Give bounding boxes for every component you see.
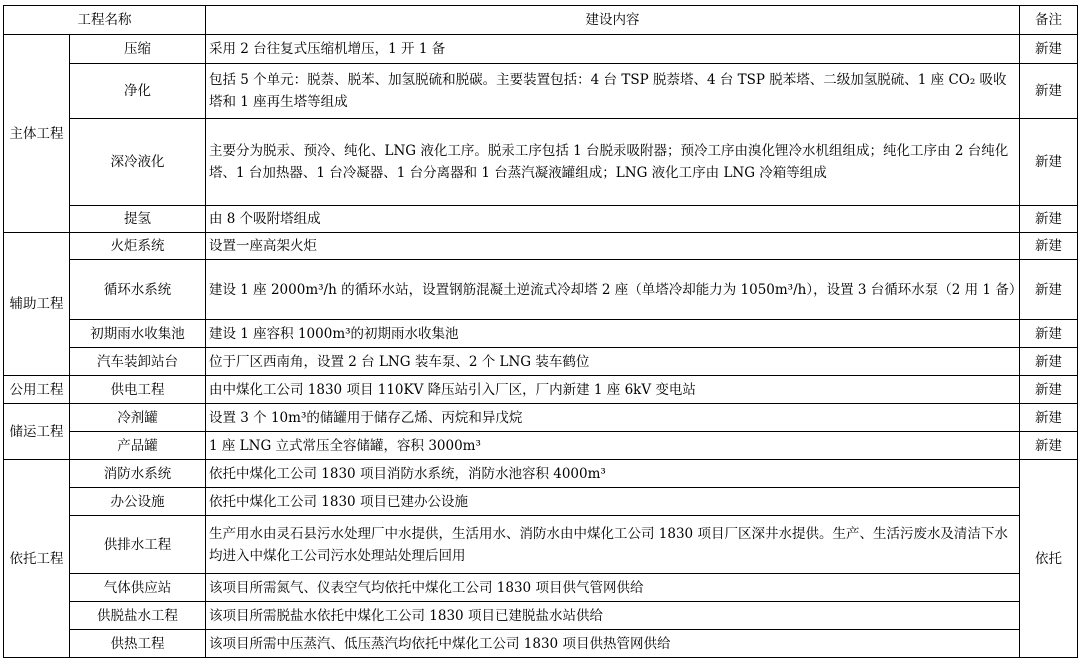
- header-remarks: 备注: [1020, 6, 1078, 35]
- row-note-rely: 依托: [1020, 460, 1078, 658]
- table-row: [4, 260, 1078, 320]
- row-name: 供电工程: [70, 376, 206, 404]
- row-content: 该项目所需脱盐水依托中煤化工公司 1830 项目已建脱盐水站供给: [206, 602, 1020, 630]
- row-content: 位于厂区西南角，设置 2 台 LNG 装车泵、2 个 LNG 装车鹤位: [206, 348, 1020, 376]
- table-row: [4, 488, 1078, 516]
- row-note: 新建: [1020, 64, 1078, 119]
- row-name: 产品罐: [70, 432, 206, 460]
- row-note: 新建: [1020, 348, 1078, 376]
- row-content: 该项目所需中压蒸汽、低压蒸汽均依托中煤化工公司 1830 项目供热管网供给: [206, 630, 1020, 658]
- row-content: 建设 1 座容积 1000m³的初期雨水收集池: [206, 320, 1020, 348]
- group-rely-project: 依托工程: [4, 460, 70, 658]
- row-name: 净化: [70, 64, 206, 119]
- row-content: 主要分为脱汞、预冷、纯化、LNG 液化工序。脱汞工序包括 1 台脱汞吸附器；预冷工序由溴化锂冷水机组组成；纯化工序由 2 台纯化塔、1 台加热器、1 台冷凝器、1 台分离器和 1 台蒸汽凝液罐组成；LNG 液化工序由 LNG 冷箱等组成: [206, 119, 1020, 206]
- row-note: 新建: [1020, 35, 1078, 64]
- row-name: 提氢: [70, 206, 206, 233]
- row-note: 新建: [1020, 260, 1078, 320]
- group-main-project: 主体工程: [4, 35, 70, 233]
- row-content: 建设 1 座 2000m³/h 的循环水站，设置钢筋混凝土逆流式冷却塔 2 座（单塔冷却能力为 1050m³/h），设置 3 台循环水泵（2 用 1 备）: [206, 260, 1020, 320]
- table-row: [4, 233, 1078, 260]
- row-note: 新建: [1020, 404, 1078, 432]
- row-name: 供热工程: [70, 630, 206, 658]
- project-table-container: [3, 5, 1077, 659]
- table-row: [4, 348, 1078, 376]
- project-table: [3, 5, 1078, 658]
- header-construction-content: 建设内容: [206, 6, 1020, 35]
- table-row: [4, 376, 1078, 404]
- table-row: [4, 630, 1078, 658]
- row-name: 供排水工程: [70, 516, 206, 574]
- row-note: 新建: [1020, 206, 1078, 233]
- group-public-project: 公用工程: [4, 376, 70, 404]
- row-name: 冷剂罐: [70, 404, 206, 432]
- table-header-row: [4, 6, 1078, 35]
- row-content: 设置 3 个 10m³的储罐用于储存乙烯、丙烷和异戊烷: [206, 404, 1020, 432]
- row-note: 新建: [1020, 119, 1078, 206]
- row-content: 由中煤化工公司 1830 项目 110KV 降压站引入厂区，厂内新建 1 座 6kV 变电站: [206, 376, 1020, 404]
- row-note: 新建: [1020, 320, 1078, 348]
- row-content: 生产用水由灵石县污水处理厂中水提供，生活用水、消防水由中煤化工公司 1830 项目厂区深井水提供。生产、生活污废水及清洁下水均进入中煤化工公司污水处理站处理后回用: [206, 516, 1020, 574]
- row-name: 供脱盐水工程: [70, 602, 206, 630]
- table-row: [4, 404, 1078, 432]
- row-content: 该项目所需氮气、仪表空气均依托中煤化工公司 1830 项目供气管网供给: [206, 574, 1020, 602]
- row-name: 循环水系统: [70, 260, 206, 320]
- row-content: 包括 5 个单元：脱萘、脱苯、加氢脱硫和脱碳。主要装置包括：4 台 TSP 脱萘塔、4 台 TSP 脱苯塔、二级加氢脱硫、1 座 CO₂ 吸收塔和 1 座再生塔等组成: [206, 64, 1020, 119]
- row-name: 汽车装卸站台: [70, 348, 206, 376]
- table-row: [4, 432, 1078, 460]
- row-name: 深冷液化: [70, 119, 206, 206]
- table-row: [4, 574, 1078, 602]
- group-storage-project: 储运工程: [4, 404, 70, 460]
- row-name: 消防水系统: [70, 460, 206, 488]
- group-auxiliary-project: 辅助工程: [4, 233, 70, 376]
- row-content: 由 8 个吸附塔组成: [206, 206, 1020, 233]
- row-name: 压缩: [70, 35, 206, 64]
- table-row: [4, 320, 1078, 348]
- row-name: 气体供应站: [70, 574, 206, 602]
- row-content: 设置一座高架火炬: [206, 233, 1020, 260]
- row-note: 新建: [1020, 376, 1078, 404]
- table-row: [4, 602, 1078, 630]
- row-note: 新建: [1020, 432, 1078, 460]
- row-name: 办公设施: [70, 488, 206, 516]
- table-row: [4, 460, 1078, 488]
- row-note: 新建: [1020, 233, 1078, 260]
- table-row: [4, 516, 1078, 574]
- header-project-name: 工程名称: [4, 6, 206, 35]
- table-row: [4, 35, 1078, 64]
- row-content: 依托中煤化工公司 1830 项目已建办公设施: [206, 488, 1020, 516]
- row-content: 依托中煤化工公司 1830 项目消防水系统，消防水池容积 4000m³: [206, 460, 1020, 488]
- row-name: 火炬系统: [70, 233, 206, 260]
- row-content: 采用 2 台往复式压缩机增压，1 开 1 备: [206, 35, 1020, 64]
- row-content: 1 座 LNG 立式常压全容储罐，容积 3000m³: [206, 432, 1020, 460]
- table-row: [4, 119, 1078, 206]
- row-name: 初期雨水收集池: [70, 320, 206, 348]
- table-row: [4, 206, 1078, 233]
- table-row: [4, 64, 1078, 119]
